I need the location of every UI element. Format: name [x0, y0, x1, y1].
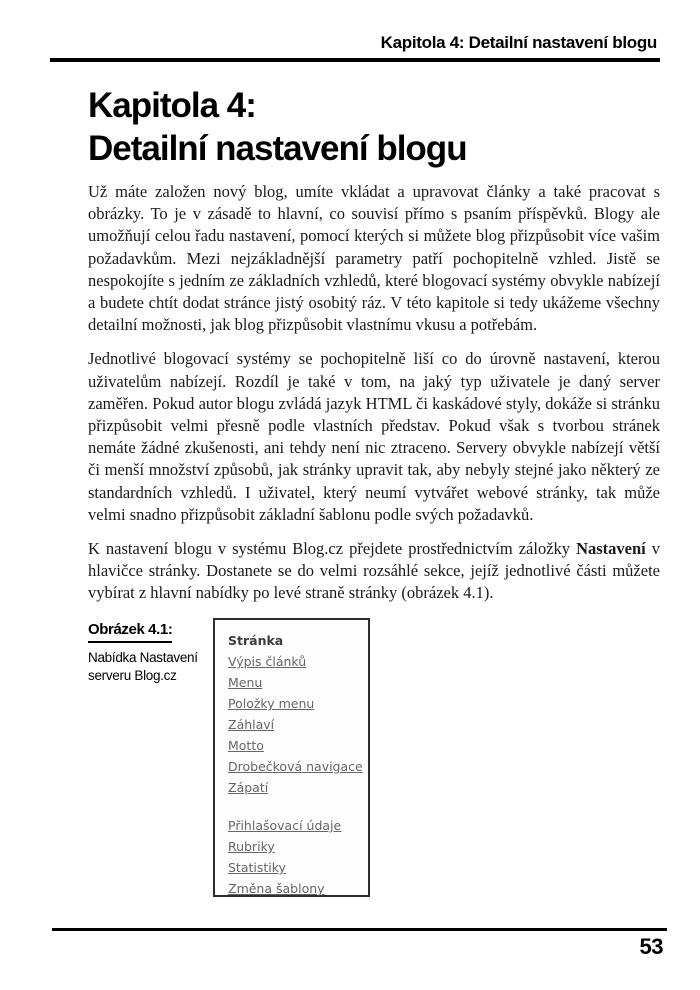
body-text — [88, 181, 660, 617]
paragraph-3-bold-nastaveni: Nastavení — [576, 539, 646, 559]
figure-menu-screenshot — [213, 618, 370, 897]
chapter-title — [88, 84, 467, 170]
menu-group-2 — [228, 815, 368, 899]
menu-link-drobeckova-navigace: Drobečková navigace — [228, 759, 363, 774]
menu-link-rubriky: Rubriky — [228, 839, 275, 854]
menu-header-stranka: Stránka — [228, 633, 284, 648]
body-paragraph-2: Jednotlivé blogovací systémy se pochopitelně liší co do úrovně nastavení, kterou uživatelům nabízejí. Rozdíl je také v tom, na jaký typ uživatele je daný server zaměřen. Pokud autor blogu zvládá jazyk HTML či kaskádové styly, dokáže si stránku přizpůsobit velmi přesně podle vlastních představ. Pokud však s tvorbou stránek nemáte žádné zkušenosti, ani tehdy není nic ztraceno. Servery obvykle nabízejí větší či menší množství způsobů, jak stránky upravit tak, aby nebyly stejné jako některý ze standardních vzhledů. I uživatel, který neumí vytvářet webové stránky, tak může velmi snadno přizpůsobit základní šablonu podle svých požadavků. — [88, 349, 660, 524]
menu-link-zmena-sablony: Změna šablony — [228, 881, 325, 896]
menu-link-motto: Motto — [228, 738, 264, 753]
figure-caption-line1: Nabídka Nastavení — [88, 650, 198, 665]
menu-link-prihlasovaci-udaje: Přihlašovací údaje — [228, 818, 342, 833]
footer-rule — [52, 928, 667, 931]
paragraph-3-post: v hlavičce stránky. Dostanete se do velmi rozsáhlé sekce, jejíž jednotlivé části můžete vybírat z hlavní nabídky po levé straně stránky (obrázek 4.1). — [88, 539, 660, 603]
chapter-title-line2: Detailní nastavení blogu — [88, 129, 467, 168]
page-number: 53 — [639, 934, 663, 959]
figure-caption-label: Obrázek 4.1: — [88, 621, 172, 643]
menu-link-zahlavi: Záhlaví — [228, 717, 275, 732]
chapter-title-line1: Kapitola 4: — [88, 86, 256, 125]
body-paragraph-1: Už máte založen nový blog, umíte vkládat a upravovat články a také pracovat s obrázky. To je v zásadě to hlavní, co souvisí přímo s psaním příspěvků. Blogy ale umožňují celou řadu nastavení, pomocí kterých si můžete blog přizpůsobit více vašim požadavkům. Mezi nejzákladnější parametry patří pochopitelně vzhled. Jistě se nespokojíte s jedním ze základních vzhledů, které blogovací systémy obvykle nabízejí a budete chtít dodat stránce jistý osobitý ráz. V této kapitole si tedy ukážeme všechny detailní možnosti, jak blog přizpůsobit vlastnímu vkusu a potřebám. — [88, 182, 660, 335]
menu-link-menu: Menu — [228, 675, 263, 690]
body-paragraph-3 — [88, 538, 660, 605]
menu-link-polozky-menu: Položky menu — [228, 696, 315, 711]
running-header: Kapitola 4: Detailní nastavení blogu — [380, 33, 657, 52]
figure-caption-line2: serveru Blog.cz — [88, 668, 177, 683]
header-rule — [50, 58, 660, 62]
paragraph-3-pre: K nastavení blogu v systému Blog.cz přejdete prostřednictvím záložky — [88, 539, 577, 559]
figure-caption — [88, 621, 208, 685]
menu-link-statistiky: Statistiky — [228, 860, 286, 875]
menu-link-zapati: Zápatí — [228, 780, 269, 795]
menu-link-vypis-clanku: Výpis článků — [228, 654, 307, 669]
menu-group-1 — [228, 651, 368, 798]
